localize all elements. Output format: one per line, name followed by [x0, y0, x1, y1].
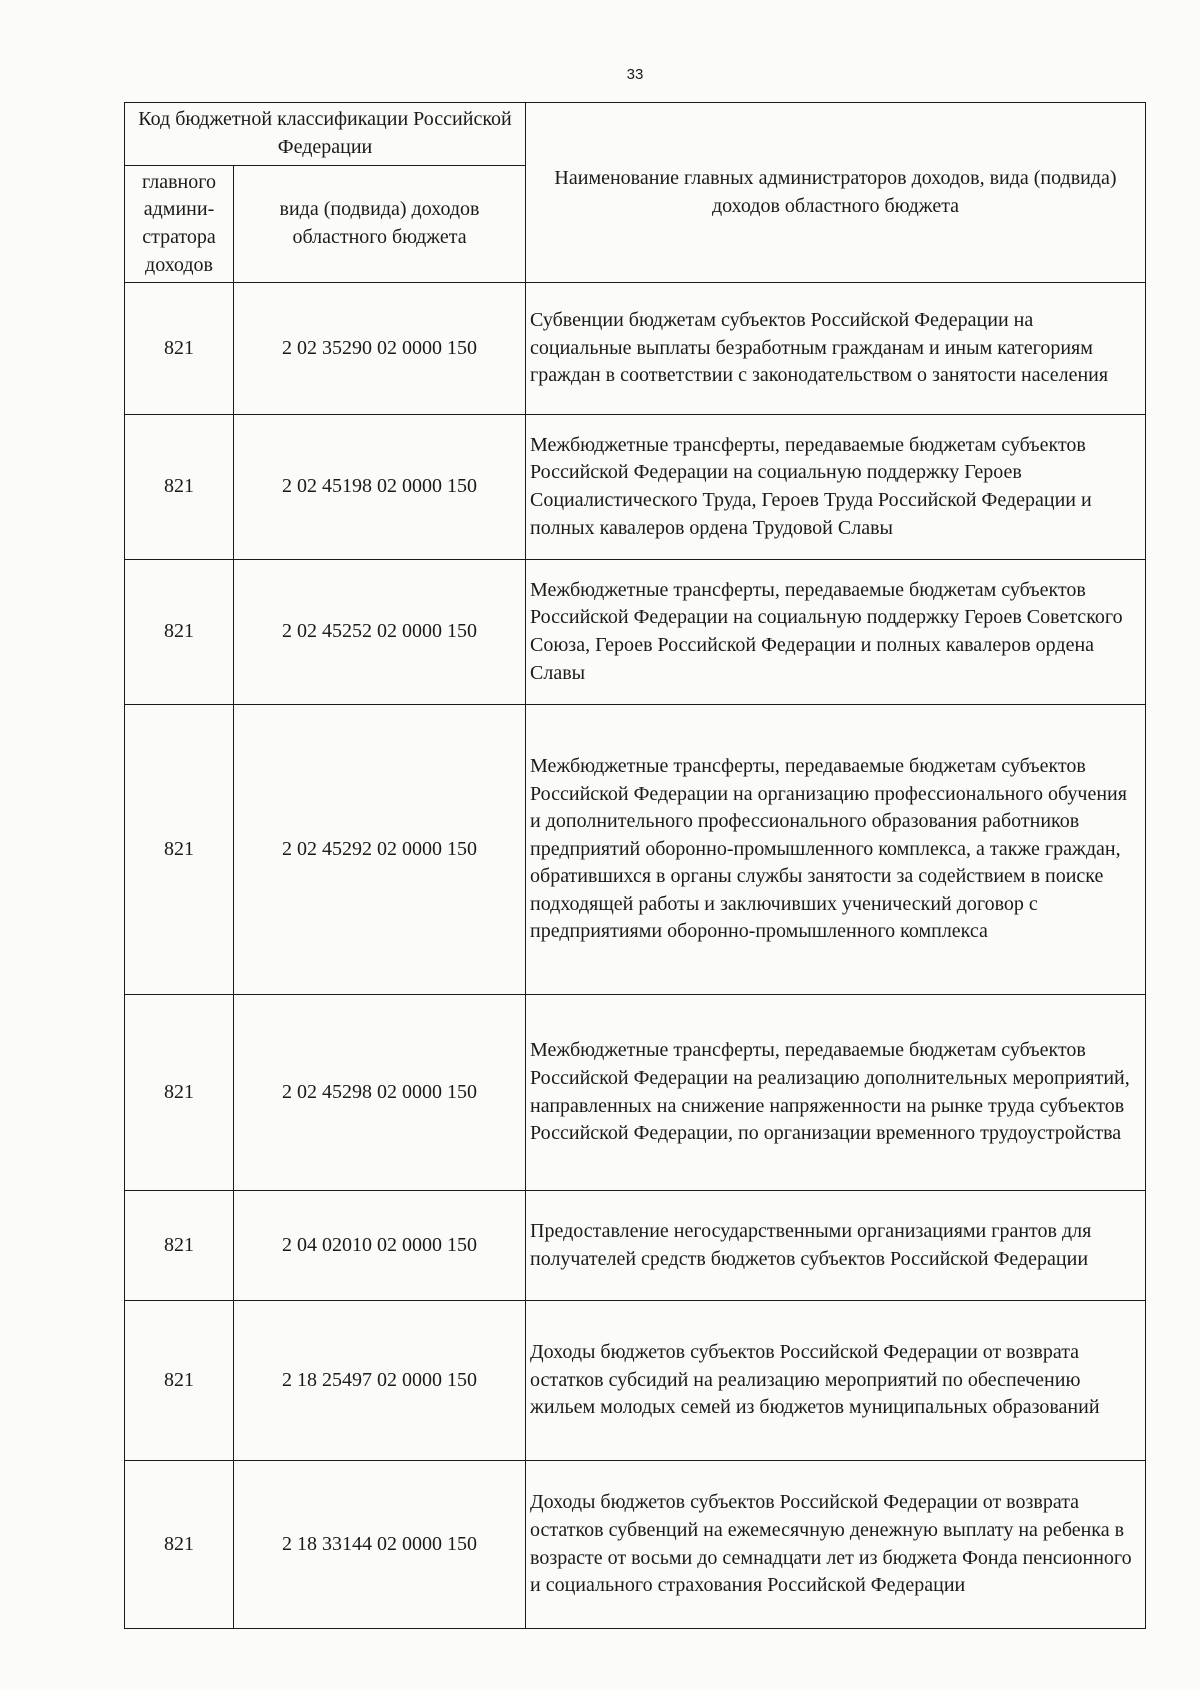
table-row: [125, 560, 1146, 705]
income-name-cell: Межбюджетные трансферты, передаваемые бюджетам субъектов Российской Федерации на социальную поддержку Героев Социалистического Труда, Героев Труда Российской Федерации и полных кавалеров ордена Трудовой Славы: [526, 415, 1146, 560]
page-number: 33: [626, 66, 644, 83]
table-row: [125, 1461, 1146, 1629]
income-name-cell: Межбюджетные трансферты, передаваемые бюджетам субъектов Российской Федерации на социальную поддержку Героев Советского Союза, Героев Российской Федерации и полных кавалеров ордена Славы: [526, 560, 1146, 705]
admin-column-header: главного админи-стратора доходов: [125, 166, 234, 283]
income-name-cell: Доходы бюджетов субъектов Российской Федерации от возврата остатков субсидий на реализацию мероприятий по обеспечению жильем молодых семей из бюджетов муниципальных образований: [526, 1301, 1146, 1461]
header-row-top: [125, 103, 1146, 166]
income-code-cell: 2 02 45292 02 0000 150: [234, 705, 526, 995]
admin-code-cell: 821: [125, 995, 234, 1191]
admin-code-cell: 821: [125, 1301, 234, 1461]
admin-code-cell: 821: [125, 1461, 234, 1629]
income-code-cell: 2 02 45252 02 0000 150: [234, 560, 526, 705]
table-row: [125, 283, 1146, 415]
income-code-cell: 2 02 45298 02 0000 150: [234, 995, 526, 1191]
income-name-cell: Межбюджетные трансферты, передаваемые бюджетам субъектов Российской Федерации на организацию профессионального обучения и дополнительного профессионального образования работников предприятий оборонно-промышленного комплекса, а также граждан, обратившихся в органы службы занятости за содействием в поиске подходящей работы и заключивших ученический договор с предприятиями оборонно-промышленного комплекса: [526, 705, 1146, 995]
name-column-header: Наименование главных администраторов доходов, вида (подвида) доходов областного бюджета: [526, 103, 1146, 283]
table-row: [125, 705, 1146, 995]
type-column-header: вида (подвида) доходов областного бюджета: [234, 166, 526, 283]
budget-classification-table: [124, 102, 1146, 1629]
income-code-cell: 2 18 33144 02 0000 150: [234, 1461, 526, 1629]
income-name-cell: Межбюджетные трансферты, передаваемые бюджетам субъектов Российской Федерации на реализацию дополнительных мероприятий, направленных на снижение напряженности на рынке труда субъектов Российской Федерации, по организации временного трудоустройства: [526, 995, 1146, 1191]
admin-code-cell: 821: [125, 1191, 234, 1301]
table-row: [125, 1191, 1146, 1301]
code-group-header: Код бюджетной классификации Российской Федерации: [125, 103, 526, 166]
table-row: [125, 995, 1146, 1191]
income-code-cell: 2 04 02010 02 0000 150: [234, 1191, 526, 1301]
admin-code-cell: 821: [125, 705, 234, 995]
table-row: [125, 415, 1146, 560]
admin-code-cell: 821: [125, 283, 234, 415]
income-name-cell: Предоставление негосударственными организациями грантов для получателей средств бюджетов субъектов Российской Федерации: [526, 1191, 1146, 1301]
income-name-cell: Субвенции бюджетам субъектов Российской Федерации на социальные выплаты безработным гражданам и иным категориям граждан в соответствии с законодательством о занятости населения: [526, 283, 1146, 415]
income-code-cell: 2 02 35290 02 0000 150: [234, 283, 526, 415]
admin-code-cell: 821: [125, 415, 234, 560]
admin-code-cell: 821: [125, 560, 234, 705]
table-row: [125, 1301, 1146, 1461]
income-name-cell: Доходы бюджетов субъектов Российской Федерации от возврата остатков субвенций на ежемесячную денежную выплату на ребенка в возрасте от восьми до семнадцати лет из бюджета Фонда пенсионного и социального страхования Российской Федерации: [526, 1461, 1146, 1629]
income-code-cell: 2 02 45198 02 0000 150: [234, 415, 526, 560]
income-code-cell: 2 18 25497 02 0000 150: [234, 1301, 526, 1461]
